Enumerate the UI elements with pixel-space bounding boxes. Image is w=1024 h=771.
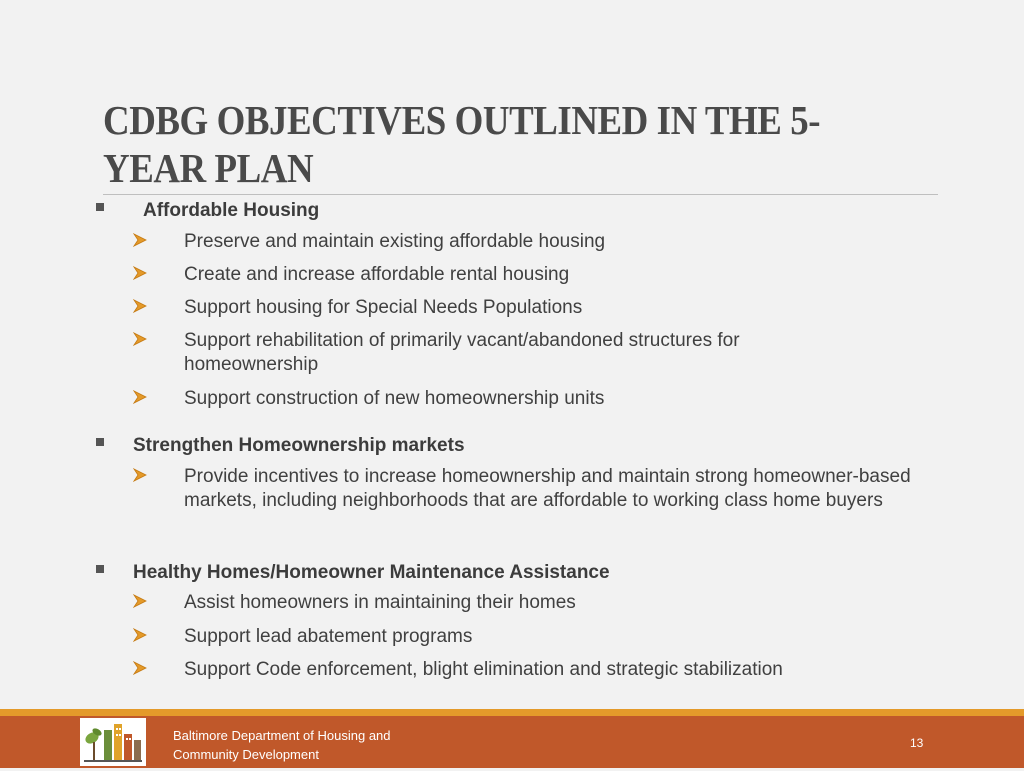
arrow-bullet-icon	[133, 266, 147, 280]
page-number: 13	[910, 736, 924, 750]
list-item-text: Preserve and maintain existing affordable housing	[184, 231, 606, 252]
section-heading-homeownership-markets: Strengthen Homeownership markets	[133, 435, 465, 456]
list-item-text: Support rehabilitation of primarily vacant/abandoned structures for homeownership	[184, 330, 740, 375]
list-item-text: Create and increase affordable rental housing	[184, 264, 570, 285]
footer-bar	[0, 716, 1024, 768]
arrow-bullet-icon	[133, 390, 147, 404]
list-item-text: Support housing for Special Needs Populations	[184, 297, 583, 318]
arrow-bullet-icon	[133, 332, 147, 346]
list-item-text: Support lead abatement programs	[184, 626, 473, 647]
housing-logo-icon	[80, 718, 146, 766]
arrow-bullet-icon	[133, 233, 147, 247]
list-item-text: Assist homeowners in maintaining their homes	[184, 592, 576, 613]
footer-organization: Baltimore Department of Housing and Community Development	[173, 728, 391, 762]
arrow-bullet-icon	[133, 661, 147, 675]
section-heading-affordable-housing: Affordable Housing	[143, 200, 320, 221]
footer-accent-line	[0, 709, 1024, 716]
list-item-text: Support construction of new homeownership units	[184, 388, 605, 409]
arrow-bullet-icon	[133, 594, 147, 608]
arrow-bullet-icon	[133, 299, 147, 313]
slide-title: CDBG OBJECTIVES OUTLINED IN THE 5-YEAR PLAN	[103, 97, 821, 191]
list-item-text: Support Code enforcement, blight elimination and strategic stabilization	[184, 659, 783, 680]
list-item-text: Provide incentives to increase homeownership and maintain strong homeowner-based markets, including neighborhoods that are affordable to working class home buyers	[184, 466, 911, 511]
square-bullet-icon	[96, 438, 104, 446]
square-bullet-icon	[96, 565, 104, 573]
arrow-bullet-icon	[133, 628, 147, 642]
section-heading-healthy-homes: Healthy Homes/Homeowner Maintenance Assistance	[133, 562, 610, 583]
square-bullet-icon	[96, 203, 104, 211]
arrow-bullet-icon	[133, 468, 147, 482]
title-divider	[103, 194, 938, 195]
